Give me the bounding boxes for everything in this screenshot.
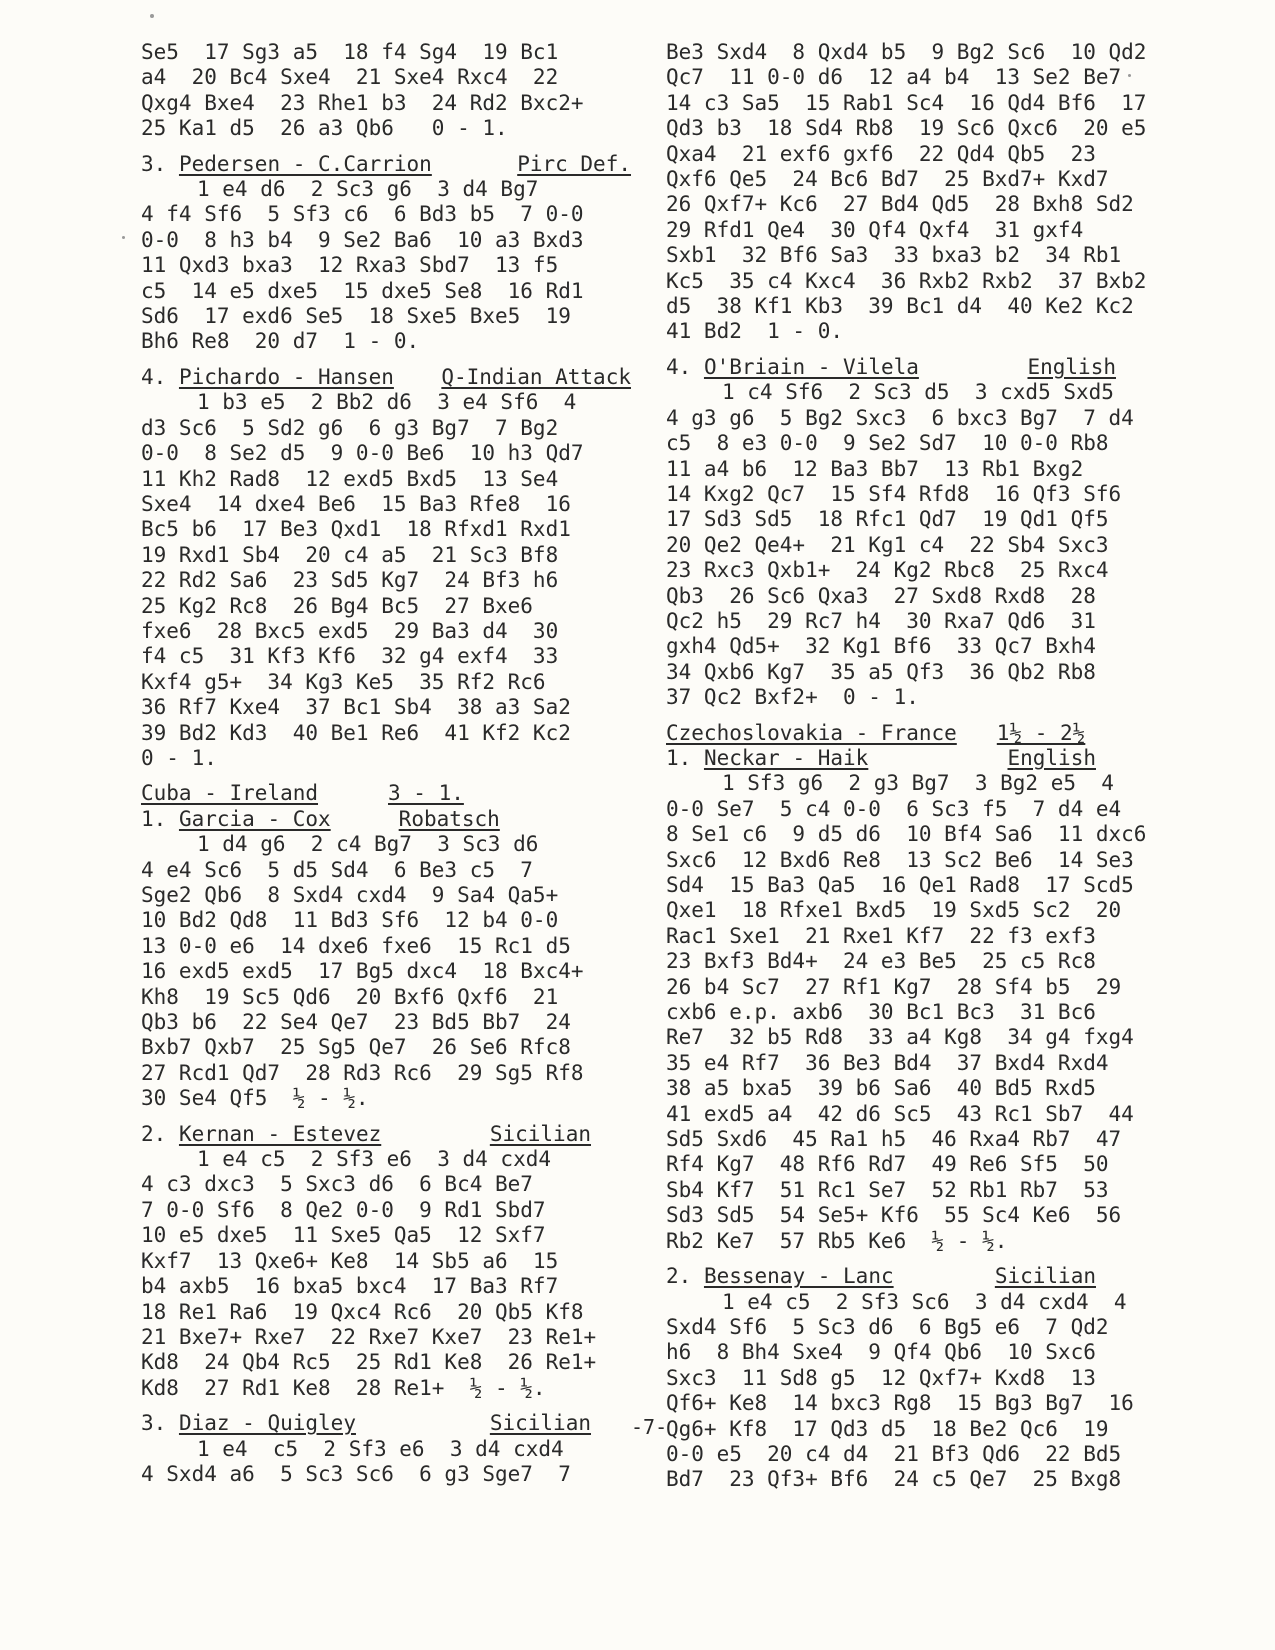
game-header — [141, 1411, 631, 1436]
move-line: Kh8 19 Sc5 Qd6 20 Bxf6 Qxf6 21 — [141, 984, 559, 1009]
move-line: 25 Kg2 Rc8 26 Bg4 Bc5 27 Bxe6 — [141, 593, 533, 618]
match-score: 3 - 1. — [388, 781, 464, 806]
game-header — [141, 152, 631, 177]
game-header — [666, 355, 1176, 380]
game-kernan-estevez — [141, 1122, 631, 1401]
move-line: Qxf6 Qe5 24 Bc6 Bd7 25 Bxd7+ Kxd7 — [666, 167, 1109, 192]
move-line: Re7 32 b5 Rd8 33 a4 Kg8 34 g4 fxg4 — [666, 1025, 1134, 1050]
opening-name: Pirc Def. — [517, 151, 631, 176]
move-line: 1 b3 e5 2 Bb2 d6 3 e4 Sf6 4 — [197, 390, 577, 415]
move-line: 19 Rxd1 Sb4 20 c4 a5 21 Sc3 Bf8 — [141, 542, 559, 567]
opening-name: English — [1027, 354, 1116, 379]
move-line: 38 a5 bxa5 39 b6 Sa6 40 Bd5 Rxd5 — [666, 1076, 1096, 1101]
move-line: fxe6 28 Bxc5 exd5 29 Ba3 d4 30 — [141, 618, 559, 643]
move-line: c5 8 e3 0-0 9 Se2 Sd7 10 0-0 Rb8 — [666, 431, 1109, 456]
players: O'Briain - Vilela — [703, 354, 919, 379]
board-number: 3. — [141, 1411, 167, 1436]
move-line: 41 Bd2 1 - 0. — [666, 319, 844, 344]
game-pichardo-hansen — [141, 365, 631, 772]
move-line: 0-0 Se7 5 c4 0-0 6 Sc3 f5 7 d4 e4 — [666, 796, 1122, 821]
paper-speck — [122, 236, 125, 239]
move-line: 1 e4 c5 2 Sf3 Sc6 3 d4 cxd4 4 — [722, 1289, 1127, 1314]
move-line: Qf6+ Ke8 14 bxc3 Rg8 15 Bg3 Bg7 16 — [666, 1391, 1134, 1416]
move-line: d3 Sc6 5 Sd2 g6 6 g3 Bg7 7 Bg2 — [141, 415, 559, 440]
move-line: Bd7 23 Qf3+ Bf6 24 c5 Qe7 25 Bxg8 — [666, 1467, 1122, 1492]
players: Diaz - Quigley — [178, 1411, 356, 1436]
move-line: Rf4 Kg7 48 Rf6 Rd7 49 Re6 Sf5 50 — [666, 1152, 1109, 1177]
match-teams: Cuba - Ireland — [141, 781, 319, 806]
move-line: 0 - 1. — [141, 745, 217, 770]
move-line: 4 e4 Sc6 5 d5 Sd4 6 Be3 c5 7 — [141, 857, 533, 882]
move-line: cxb6 e.p. axb6 30 Bc1 Bc3 31 Bc6 — [666, 1000, 1096, 1025]
move-line: Sb4 Kf7 51 Rc1 Se7 52 Rb1 Rb7 53 — [666, 1177, 1109, 1202]
right-column — [666, 40, 1176, 1503]
move-line: Kd8 24 Qb4 Rc5 25 Rd1 Ke8 26 Re1+ — [141, 1350, 597, 1375]
opening-name: Sicilian — [994, 1264, 1096, 1289]
move-line: f4 c5 31 Kf3 Kf6 32 g4 exf4 33 — [141, 644, 559, 669]
players: Kernan - Estevez — [178, 1121, 382, 1146]
move-line: Kd8 27 Rd1 Ke8 28 Re1+ ½ - ½. — [141, 1375, 546, 1400]
move-line: 18 Re1 Ra6 19 Qxc4 Rc6 20 Qb5 Kf8 — [141, 1299, 584, 1324]
match-teams: Czechoslovakia - France — [666, 720, 957, 745]
move-line: 1 Sf3 g6 2 g3 Bg7 3 Bg2 e5 4 — [722, 771, 1114, 796]
move-line: 11 a4 b6 12 Ba3 Bb7 13 Rb1 Bxg2 — [666, 456, 1084, 481]
players: Pedersen - C.Carrion — [178, 151, 432, 176]
move-line: 1 d4 g6 2 c4 Bg7 3 Sc3 d6 — [197, 832, 539, 857]
move-line: 30 Se4 Qf5 ½ - ½. — [141, 1086, 369, 1111]
move-line: Qxa4 21 exf6 gxf6 22 Qd4 Qb5 23 — [666, 141, 1096, 166]
move-line: Sxb1 32 Bf6 Sa3 33 bxa3 b2 34 Rb1 — [666, 243, 1122, 268]
move-line: 14 Kxg2 Qc7 15 Sf4 Rfd8 16 Qf3 Sf6 — [666, 481, 1122, 506]
move-line: Sd4 15 Ba3 Qa5 16 Qe1 Rad8 17 Scd5 — [666, 873, 1134, 897]
game-continuation — [141, 40, 631, 142]
move-line: Sd3 Sd5 54 Se5+ Kf6 55 Sc4 Ke6 56 — [666, 1203, 1122, 1228]
board-number: 2. — [141, 1121, 167, 1146]
move-line: 16 exd5 exd5 17 Bg5 dxc4 18 Bxc4+ — [141, 959, 584, 984]
match-header — [666, 721, 1176, 746]
match-score: 1½ - 2½ — [996, 720, 1086, 745]
game-garcia-cox — [141, 807, 631, 1112]
move-line: 1 e4 c5 2 Sf3 e6 3 d4 cxd4 — [197, 1436, 564, 1461]
move-line: Sge2 Qb6 8 Sxd4 cxd4 9 Sa4 Qa5+ — [141, 883, 559, 907]
move-line: Se5 17 Sg3 a5 18 f4 Sg4 19 Bc1 — [141, 40, 559, 64]
board-number: 1. — [666, 745, 692, 770]
move-line: 41 exd5 a4 42 d6 Sc5 43 Rc1 Sb7 44 — [666, 1101, 1134, 1126]
move-line: 39 Bd2 Kd3 40 Be1 Re6 41 Kf2 Kc2 — [141, 720, 571, 745]
move-line: 4 f4 Sf6 5 Sf3 c6 6 Bd3 b5 7 0-0 — [141, 202, 584, 227]
move-line: 0-0 8 h3 b4 9 Se2 Ba6 10 a3 Bxd3 — [141, 227, 584, 252]
move-line: 29 Rfd1 Qe4 30 Qf4 Qxf4 31 gxf4 — [666, 217, 1084, 242]
board-number: 1. — [141, 806, 167, 831]
game-continuation — [666, 40, 1176, 345]
move-line: 11 Qxd3 bxa3 12 Rxa3 Sbd7 13 f5 — [141, 253, 559, 278]
move-line: 1 e4 d6 2 Sc3 g6 3 d4 Bg7 — [197, 177, 539, 202]
move-line: Sd6 17 exd6 Se5 18 Sxe5 Bxe5 19 — [141, 304, 571, 329]
page-number: -7- — [631, 1415, 668, 1439]
move-line: c5 14 e5 dxe5 15 dxe5 Se8 16 Rd1 — [141, 278, 584, 303]
opening-name: English — [1007, 745, 1096, 770]
game-obriain-vilela — [666, 355, 1176, 711]
players: Garcia - Cox — [178, 806, 331, 831]
move-line: Sxd4 Sf6 5 Sc3 d6 6 Bg5 e6 7 Qd2 — [666, 1314, 1109, 1339]
move-line: Qb3 b6 22 Se4 Qe7 23 Bd5 Bb7 24 — [141, 1010, 571, 1035]
match-czechoslovakia-france — [666, 721, 1176, 746]
move-line: 22 Rd2 Sa6 23 Sd5 Kg7 24 Bf3 h6 — [141, 568, 559, 593]
game-header — [141, 807, 631, 832]
move-line: Kxf4 g5+ 34 Kg3 Ke5 35 Rf2 Rc6 — [141, 669, 546, 694]
move-line: 36 Rf7 Kxe4 37 Bc1 Sb4 38 a3 Sa2 — [141, 695, 571, 720]
move-line: Qc2 h5 29 Rc7 h4 30 Rxa7 Qd6 31 — [666, 608, 1096, 633]
move-line: Bh6 Re8 20 d7 1 - 0. — [141, 329, 420, 354]
opening-name: Sicilian — [489, 1121, 591, 1146]
board-number: 4. — [666, 354, 692, 379]
move-line: Kxf7 13 Qxe6+ Ke8 14 Sb5 a6 15 — [141, 1248, 559, 1273]
move-line: Qg6+ Kf8 17 Qd3 d5 18 Be2 Qc6 19 — [666, 1416, 1109, 1441]
move-line: Qb3 26 Sc6 Qxa3 27 Sxd8 Rxd8 28 — [666, 583, 1096, 608]
match-cuba-ireland — [141, 781, 631, 806]
move-line: 0-0 e5 20 c4 d4 21 Bf3 Qd6 22 Bd5 — [666, 1441, 1122, 1466]
players: Pichardo - Hansen — [178, 364, 394, 389]
players: Bessenay - Lanc — [703, 1264, 894, 1289]
move-line: 25 Ka1 d5 26 a3 Qb6 0 - 1. — [141, 116, 508, 141]
move-line: Qd3 b3 18 Sd4 Rb8 19 Sc6 Qxc6 20 e5 — [666, 116, 1147, 141]
match-header — [141, 781, 631, 806]
move-line: Sxc6 12 Bxd6 Re8 13 Sc2 Be6 14 Se3 — [666, 847, 1134, 872]
move-line: 13 0-0 e6 14 dxe6 fxe6 15 Rc1 d5 — [141, 933, 571, 958]
move-line: 4 Sxd4 a6 5 Sc3 Sc6 6 g3 Sge7 7 — [141, 1461, 571, 1486]
game-diaz-quigley — [141, 1411, 631, 1487]
move-line: 23 Rxc3 Qxb1+ 24 Kg2 Rbc8 25 Rxc4 — [666, 558, 1109, 583]
move-line: 35 e4 Rf7 36 Be3 Bd4 37 Bxd4 Rxd4 — [666, 1050, 1109, 1075]
left-column — [141, 40, 631, 1497]
move-line: 10 Bd2 Qd8 11 Bd3 Sf6 12 b4 0-0 — [141, 908, 559, 933]
move-line: 23 Bxf3 Bd4+ 24 e3 Be5 25 c5 Rc8 — [666, 949, 1096, 974]
move-line: b4 axb5 16 bxa5 bxc4 17 Ba3 Rf7 — [141, 1274, 559, 1299]
move-line: 37 Qc2 Bxf2+ 0 - 1. — [666, 685, 919, 710]
move-line: Sxe4 14 dxe4 Be6 15 Ba3 Rfe8 16 — [141, 491, 571, 516]
move-line: Bxb7 Qxb7 25 Sg5 Qe7 26 Se6 Rfc8 — [141, 1035, 571, 1060]
opening-name: Sicilian — [489, 1411, 591, 1436]
game-header — [141, 365, 631, 390]
move-line: 11 Kh2 Rad8 12 exd5 Bxd5 13 Se4 — [141, 466, 559, 491]
move-line: 21 Bxe7+ Rxe7 22 Rxe7 Kxe7 23 Re1+ — [141, 1324, 597, 1349]
move-line: gxh4 Qd5+ 32 Kg1 Bf6 33 Qc7 Bxh4 — [666, 634, 1096, 659]
move-line: 0-0 8 Se2 d5 9 0-0 Be6 10 h3 Qd7 — [141, 441, 584, 466]
board-number: 2. — [666, 1264, 692, 1289]
move-line: 7 0-0 Sf6 8 Qe2 0-0 9 Rd1 Sbd7 — [141, 1197, 546, 1222]
move-line: d5 38 Kf1 Kb3 39 Bc1 d4 40 Ke2 Kc2 — [666, 294, 1134, 319]
move-line: 26 Qxf7+ Kc6 27 Bd4 Qd5 28 Bxh8 Sd2 — [666, 192, 1134, 217]
game-header — [141, 1122, 631, 1147]
move-line: h6 8 Bh4 Sxe4 9 Qf4 Qb6 10 Sxc6 — [666, 1340, 1096, 1365]
move-line: Sxc3 11 Sd8 g5 12 Qxf7+ Kxd8 13 — [666, 1365, 1096, 1390]
move-line: Qc7 11 0-0 d6 12 a4 b4 13 Se2 Be7 — [666, 65, 1122, 90]
move-line: 1 c4 Sf6 2 Sc3 d5 3 cxd5 Sxd5 — [722, 380, 1114, 405]
opening-name: Q-Indian Attack — [441, 364, 631, 389]
move-line: Rac1 Sxe1 21 Rxe1 Kf7 22 f3 exf3 — [666, 923, 1096, 948]
move-line: Bc5 b6 17 Be3 Qxd1 18 Rfxd1 Rxd1 — [141, 517, 571, 542]
move-line: 34 Qxb6 Kg7 35 a5 Qf3 36 Qb2 Rb8 — [666, 659, 1096, 684]
move-line: Kc5 35 c4 Kxc4 36 Rxb2 Rxb2 37 Bxb2 — [666, 268, 1147, 293]
move-line: Be3 Sxd4 8 Qxd4 b5 9 Bg2 Sc6 10 Qd2 — [666, 40, 1147, 64]
move-line: 1 e4 c5 2 Sf3 e6 3 d4 cxd4 — [197, 1147, 552, 1172]
move-line: 8 Se1 c6 9 d5 d6 10 Bf4 Sa6 11 dxc6 — [666, 822, 1147, 847]
move-line: a4 20 Bc4 Sxe4 21 Sxe4 Rxc4 22 — [141, 65, 559, 90]
board-number: 4. — [141, 364, 167, 389]
move-line: 4 g3 g6 5 Bg2 Sxc3 6 bxc3 Bg7 7 d4 — [666, 405, 1134, 430]
move-line: 4 c3 dxc3 5 Sxc3 d6 6 Bc4 Be7 — [141, 1172, 533, 1197]
move-line: Sd5 Sxd6 45 Ra1 h5 46 Rxa4 Rb7 47 — [666, 1127, 1122, 1152]
move-line: 26 b4 Sc7 27 Rf1 Kg7 28 Sf4 b5 29 — [666, 974, 1122, 999]
opening-name: Robatsch — [398, 806, 500, 831]
game-bessenay-lanc — [666, 1264, 1176, 1493]
move-line: 10 e5 dxe5 11 Sxe5 Qa5 12 Sxf7 — [141, 1223, 546, 1248]
game-header — [666, 746, 1176, 771]
game-header — [666, 1264, 1176, 1289]
paper-speck — [150, 14, 154, 18]
move-line: Qxg4 Bxe4 23 Rhe1 b3 24 Rd2 Bxc2+ — [141, 90, 584, 115]
move-line: 17 Sd3 Sd5 18 Rfc1 Qd7 19 Qd1 Qf5 — [666, 507, 1109, 532]
move-line: 14 c3 Sa5 15 Rab1 Sc4 16 Qd4 Bf6 17 — [666, 90, 1147, 115]
move-line: Rb2 Ke7 57 Rb5 Ke6 ½ - ½. — [666, 1228, 1008, 1253]
players: Neckar - Haik — [703, 745, 869, 770]
game-neckar-haik — [666, 746, 1176, 1254]
game-pedersen-carrion — [141, 152, 631, 355]
move-line: Qxe1 18 Rfxe1 Bxd5 19 Sxd5 Sc2 20 — [666, 898, 1122, 923]
move-line: 20 Qe2 Qe4+ 21 Kg1 c4 22 Sb4 Sxc3 — [666, 532, 1109, 557]
move-line: 27 Rcd1 Qd7 28 Rd3 Rc6 29 Sg5 Rf8 — [141, 1060, 584, 1085]
board-number: 3. — [141, 151, 167, 176]
